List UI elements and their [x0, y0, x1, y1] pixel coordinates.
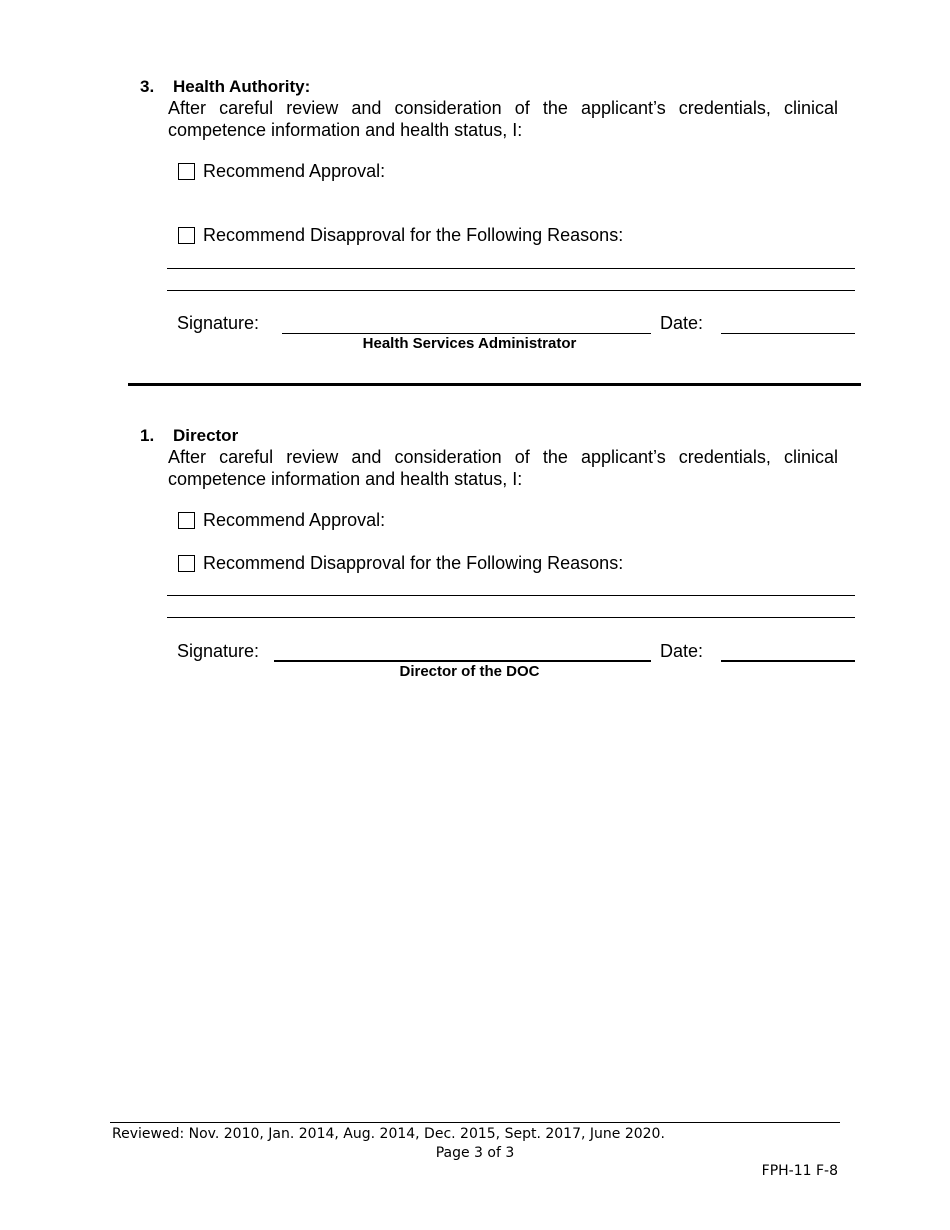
section-divider [128, 383, 861, 386]
reason-line[interactable] [167, 617, 855, 618]
director-section [0, 400, 950, 700]
approval-label: Recommend Approval: [203, 510, 386, 530]
section-heading: Health Authority: [173, 77, 311, 96]
approval-checkbox[interactable] [178, 512, 195, 529]
disapproval-label: Recommend Disapproval for the Following Reasons: [203, 553, 624, 573]
reason-line[interactable] [167, 595, 855, 596]
signature-caption: Health Services Administrator [362, 335, 577, 352]
reason-line[interactable] [167, 290, 855, 291]
reviewed-dates: Reviewed: Nov. 2010, Jan. 2014, Aug. 2014, Dec. 2015, Sept. 2017, June 2020. [112, 1126, 665, 1142]
disapproval-checkbox[interactable] [178, 555, 195, 572]
section-number: 3. [140, 77, 155, 96]
form-id: FPH-11 F-8 [761, 1163, 838, 1179]
disapproval-label: Recommend Disapproval for the Following Reasons: [203, 225, 624, 245]
section-heading: Director [173, 426, 239, 445]
date-label: Date: [660, 641, 704, 661]
disapproval-checkbox[interactable] [178, 227, 195, 244]
date-line[interactable] [721, 660, 855, 662]
health-authority-section [0, 0, 950, 390]
signature-line[interactable] [282, 333, 651, 334]
date-line[interactable] [721, 333, 855, 334]
reason-line[interactable] [167, 268, 855, 269]
approval-label: Recommend Approval: [203, 161, 386, 181]
section-number: 1. [140, 426, 155, 445]
footer-rule [110, 1122, 840, 1123]
signature-label: Signature: [177, 313, 260, 333]
page-number: Page 3 of 3 [435, 1145, 515, 1161]
signature-label: Signature: [177, 641, 260, 661]
section-paragraph: After careful review and consideration of the applicant’s credentials, clinical competence information and health status, I: [168, 447, 838, 489]
section-paragraph: After careful review and consideration of the applicant’s credentials, clinical competence information and health status, I: [168, 98, 838, 140]
date-label: Date: [660, 313, 704, 333]
approval-checkbox[interactable] [178, 163, 195, 180]
signature-line[interactable] [274, 660, 651, 662]
signature-caption: Director of the DOC [399, 663, 540, 680]
